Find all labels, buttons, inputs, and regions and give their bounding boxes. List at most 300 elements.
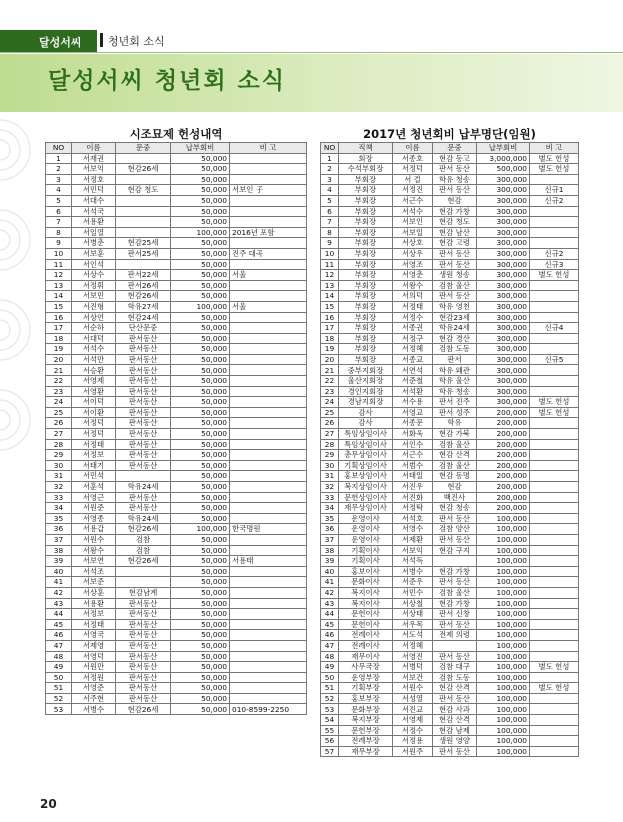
table-cell (530, 513, 579, 524)
table-cell (230, 577, 307, 588)
table-cell (116, 174, 171, 185)
table-cell: 서승환 (72, 365, 116, 376)
table-cell: 검참 도동 (433, 672, 477, 683)
table-cell (530, 524, 579, 535)
table-cell: 현감26세 (116, 164, 171, 175)
table-cell: 20 (321, 354, 339, 365)
table-row (321, 566, 579, 577)
col-header-name: 이름 (72, 143, 116, 154)
table-row (321, 672, 579, 683)
table-cell: 200,000 (477, 471, 530, 482)
member-table-title: 2017년 청년회비 납부명단(임원) (363, 127, 536, 141)
table-cell: 부회장 (339, 206, 393, 217)
table-cell: 서재권 (72, 153, 116, 164)
table-cell: 복지상임이사 (339, 482, 393, 493)
table-cell (230, 545, 307, 556)
table-cell: 6 (46, 206, 72, 217)
table-cell: 300,000 (477, 238, 530, 249)
table-cell: 서진화 (393, 492, 433, 503)
table-cell (530, 386, 579, 397)
table-cell: 36 (321, 524, 339, 535)
table-cell (230, 323, 307, 334)
table-cell: 현감 청도 (116, 185, 171, 196)
table-cell (530, 227, 579, 238)
table-cell: 별도 헌성 (530, 270, 579, 281)
table-cell: 서병덕 (393, 662, 433, 673)
table-cell: 부회장 (339, 259, 393, 270)
table-cell: 300,000 (477, 397, 530, 408)
table-cell: 판서동산 (116, 354, 171, 365)
table-cell: 50,000 (171, 397, 230, 408)
table-cell: 서정용 (393, 736, 433, 747)
table-cell: 판서동산 (116, 630, 171, 641)
table-cell: 100,000 (477, 630, 530, 641)
table-cell: 판서 동산 (433, 746, 477, 757)
table-row (321, 418, 579, 429)
table-row (321, 291, 579, 302)
page-title: 달성서씨 청년회 소식 (48, 68, 286, 94)
table-cell: 50,000 (171, 439, 230, 450)
table-cell: 부회장 (339, 354, 393, 365)
table-cell (230, 386, 307, 397)
table-cell: 100,000 (477, 725, 530, 736)
table-cell: 300,000 (477, 217, 530, 228)
table-row (46, 386, 307, 397)
table-cell: 37 (321, 534, 339, 545)
table-cell: 서영교 (393, 407, 433, 418)
table-cell: 서용환 (72, 217, 116, 228)
table-cell (230, 693, 307, 704)
table-cell (530, 482, 579, 493)
table-cell: 판서 신창 (433, 609, 477, 620)
table-cell: 판서26세 (116, 280, 171, 291)
table-cell: 판서동산 (116, 429, 171, 440)
table-row (321, 556, 579, 567)
table-cell: 2 (321, 164, 339, 175)
table-cell: 서왕수 (393, 280, 433, 291)
table-cell: 100,000 (477, 619, 530, 630)
table-cell: 서대수 (72, 195, 116, 206)
table-cell: 복지이사 (339, 587, 393, 598)
table-cell: 52 (46, 693, 72, 704)
table-cell (530, 640, 579, 651)
table-cell: 50,000 (171, 587, 230, 598)
table-row (46, 524, 307, 535)
table-cell: 서정태 (72, 439, 116, 450)
table-cell: 감사 (339, 407, 393, 418)
table-cell: 50,000 (171, 704, 230, 715)
table-cell: 판서동산 (116, 386, 171, 397)
table-cell: 25 (321, 407, 339, 418)
table-row (46, 619, 307, 630)
table-cell: 진주 대곡 (230, 248, 307, 259)
table-cell: 서태일 (393, 471, 433, 482)
table-cell: 서보민 (72, 291, 116, 302)
table-row (321, 598, 579, 609)
table-cell: 학유 청송 (433, 174, 477, 185)
table-cell: 판서22세 (116, 270, 171, 281)
table-cell: 부회장 (339, 195, 393, 206)
table-cell: 검참 (116, 545, 171, 556)
table-cell: 부회장 (339, 312, 393, 323)
table-cell: 학유 울산 (433, 376, 477, 387)
table-cell: 서상수 (72, 270, 116, 281)
table-cell: 복지부장 (339, 715, 393, 726)
table-cell: 판서동산 (116, 619, 171, 630)
table-cell: 500,000 (477, 164, 530, 175)
table-row (321, 746, 579, 757)
table-cell: 50,000 (171, 492, 230, 503)
table-cell: 15 (321, 301, 339, 312)
table-cell: 현감 동고 (433, 153, 477, 164)
donation-table-section (45, 127, 307, 715)
table-row (321, 725, 579, 736)
col-header-note: 비 고 (530, 143, 579, 154)
table-row (321, 662, 579, 673)
table-cell: 23 (321, 386, 339, 397)
table-cell (230, 619, 307, 630)
table-cell: 100,000 (171, 301, 230, 312)
table-cell: 35 (321, 513, 339, 524)
table-row (321, 164, 579, 175)
table-cell: 서진형 (72, 301, 116, 312)
table-row (46, 185, 307, 196)
table-row (321, 715, 579, 726)
table-cell: 수석부회장 (339, 164, 393, 175)
table-cell (530, 174, 579, 185)
table-row (46, 503, 307, 514)
table-cell (116, 195, 171, 206)
table-row (321, 460, 579, 471)
table-cell: 판서 (433, 354, 477, 365)
table-cell: 50,000 (171, 354, 230, 365)
table-cell (530, 312, 579, 323)
table-cell: 생원 청송 (433, 270, 477, 281)
table-cell: 서인수 (393, 439, 433, 450)
table-cell: 서종권 (393, 323, 433, 334)
table-row (321, 429, 579, 440)
table-cell: 29 (46, 450, 72, 461)
table-cell: 홍보부장 (339, 693, 393, 704)
table-cell: 신규3 (530, 259, 579, 270)
table-cell: 경인지회장 (339, 386, 393, 397)
table-cell: 운영이사 (339, 524, 393, 535)
table-cell (530, 587, 579, 598)
table-cell: 전제 의령 (433, 630, 477, 641)
table-cell: 부회장 (339, 344, 393, 355)
table-cell: 서 걸 (393, 174, 433, 185)
table-cell: 신규4 (530, 323, 579, 334)
table-row (321, 534, 579, 545)
table-cell: 27 (321, 429, 339, 440)
table-cell: 판서동산 (116, 503, 171, 514)
table-cell (230, 630, 307, 641)
table-cell: 서울 (230, 301, 307, 312)
table-cell: 서민덕 (72, 185, 116, 196)
table-cell (530, 439, 579, 450)
table-row (46, 174, 307, 185)
table-cell: 서상훈 (72, 587, 116, 598)
table-cell (530, 280, 579, 291)
table-cell: 서석수 (393, 206, 433, 217)
table-cell: 판서동산 (116, 365, 171, 376)
table-cell (530, 704, 579, 715)
table-row (321, 333, 579, 344)
table-cell: 100,000 (477, 662, 530, 673)
table-cell: 별도 헌성 (530, 397, 579, 408)
table-cell: 서정호 (72, 174, 116, 185)
table-row (321, 587, 579, 598)
table-cell: 100,000 (171, 227, 230, 238)
table-cell: 300,000 (477, 365, 530, 376)
table-cell: 300,000 (477, 344, 530, 355)
table-cell: 서정수 (393, 312, 433, 323)
table-cell (530, 217, 579, 228)
member-table-section (320, 127, 579, 757)
table-row (321, 259, 579, 270)
table-cell: 서도석 (393, 630, 433, 641)
table-cell: 판서 동산 (433, 619, 477, 630)
table-cell: 판서 동산 (433, 259, 477, 270)
table-cell: 서정덕 (72, 418, 116, 429)
table-cell: 서정보 (72, 609, 116, 620)
table-cell: 100,000 (477, 598, 530, 609)
table-row (46, 312, 307, 323)
table-row (46, 227, 307, 238)
table-cell: 서병춘 (72, 238, 116, 249)
table-cell: 서일열 (72, 227, 116, 238)
table-cell: 판서동산 (116, 662, 171, 673)
table-cell (433, 556, 477, 567)
table-row (321, 640, 579, 651)
table-cell: 판서 성주 (433, 407, 477, 418)
table-cell (230, 566, 307, 577)
col-header-no: NO (46, 143, 72, 154)
table-cell: 50,000 (171, 333, 230, 344)
table-cell: 서보훈 (72, 248, 116, 259)
table-cell: 현감 가북 (433, 429, 477, 440)
table-cell (530, 725, 579, 736)
table-cell: 재무상임이사 (339, 503, 393, 514)
col-header-position: 직책 (339, 143, 393, 154)
table-cell: 총무상임이사 (339, 450, 393, 461)
table-cell: 300,000 (477, 259, 530, 270)
table-cell: 10 (321, 248, 339, 259)
table-cell: 40 (321, 566, 339, 577)
table-cell: 현감 경산 (433, 333, 477, 344)
table-cell (230, 598, 307, 609)
table-row (46, 545, 307, 556)
table-cell: 판서 동산 (433, 693, 477, 704)
table-cell (530, 450, 579, 461)
table-cell: 50 (46, 672, 72, 683)
table-cell: 50,000 (171, 270, 230, 281)
table-cell: 13 (321, 280, 339, 291)
table-cell: 100,000 (477, 746, 530, 757)
table-cell: 판서동산 (116, 418, 171, 429)
table-cell: 17 (321, 323, 339, 334)
table-row (321, 450, 579, 461)
table-cell: 별도 헌성 (530, 683, 579, 694)
table-cell (530, 566, 579, 577)
table-cell: 5 (46, 195, 72, 206)
table-cell: 54 (321, 715, 339, 726)
table-cell: 현감24세 (116, 312, 171, 323)
table-cell: 운영이사 (339, 534, 393, 545)
table-cell: 현감 산격 (433, 683, 477, 694)
table-cell: 100,000 (477, 566, 530, 577)
table-cell: 학유24세 (116, 482, 171, 493)
table-cell: 서석호 (393, 513, 433, 524)
table-row (321, 386, 579, 397)
table-row (321, 344, 579, 355)
table-cell: 서진교 (393, 704, 433, 715)
table-row (46, 630, 307, 641)
table-cell: 38 (321, 545, 339, 556)
table-cell: 서의덕 (393, 291, 433, 302)
table-cell (530, 344, 579, 355)
table-cell (230, 280, 307, 291)
table-cell: 서준우 (393, 577, 433, 588)
col-header-name: 이름 (393, 143, 433, 154)
table-row (46, 471, 307, 482)
table-cell: 17 (46, 323, 72, 334)
table-cell: 문헌상임이사 (339, 492, 393, 503)
table-cell: 3 (46, 174, 72, 185)
table-cell: 43 (321, 598, 339, 609)
table-row (321, 301, 579, 312)
table-cell: 문헌이사 (339, 609, 393, 620)
table-row (321, 482, 579, 493)
table-cell: 판서동산 (116, 450, 171, 461)
table-cell: 서병수 (72, 704, 116, 715)
table-cell: 50 (321, 672, 339, 683)
table-cell (530, 651, 579, 662)
table-cell: 서수용 (393, 397, 433, 408)
table-cell (230, 153, 307, 164)
table-cell: 서원준 (72, 503, 116, 514)
table-cell (530, 503, 579, 514)
table-cell (230, 662, 307, 673)
table-cell (230, 587, 307, 598)
table-cell: 판서동산 (116, 672, 171, 683)
table-cell: 50,000 (171, 153, 230, 164)
table-cell: 50,000 (171, 164, 230, 175)
table-cell: 서보인 (393, 217, 433, 228)
table-row (46, 164, 307, 175)
table-cell (230, 195, 307, 206)
table-cell: 200,000 (477, 460, 530, 471)
table-cell: 50,000 (171, 482, 230, 493)
table-cell: 학유 (433, 418, 477, 429)
table-cell: 현감 청송 (433, 503, 477, 514)
section-label: 청년회 소식 (108, 35, 165, 48)
table-row (46, 280, 307, 291)
table-cell: 2016년 포함 (230, 227, 307, 238)
table-cell: 기획이사 (339, 556, 393, 567)
table-row (46, 291, 307, 302)
table-cell: 검참 울산 (433, 460, 477, 471)
table-cell: 19 (321, 344, 339, 355)
table-cell: 50,000 (171, 376, 230, 387)
table-cell: 50,000 (171, 693, 230, 704)
table-cell (116, 259, 171, 270)
table-cell: 판서동산 (116, 651, 171, 662)
table-cell (530, 534, 579, 545)
table-cell: 서정진 (393, 185, 433, 196)
table-cell: 200,000 (477, 407, 530, 418)
table-cell: 부회장 (339, 270, 393, 281)
table-row (321, 545, 579, 556)
table-cell: 200,000 (477, 492, 530, 503)
table-cell: 서석국 (72, 206, 116, 217)
table-cell: 서석환 (393, 386, 433, 397)
table-cell: 서원수 (72, 534, 116, 545)
table-cell (230, 460, 307, 471)
table-cell: 서보건 (393, 672, 433, 683)
donation-table (45, 142, 307, 715)
table-cell: 판서 동산 (433, 185, 477, 196)
table-cell: 판서동산 (116, 640, 171, 651)
table-cell: 8 (321, 227, 339, 238)
header-tab-label: 달성서씨 (39, 36, 82, 49)
table-cell: 16 (321, 312, 339, 323)
table-cell: 100,000 (477, 545, 530, 556)
table-row (321, 227, 579, 238)
table-cell: 학유24세 (433, 323, 477, 334)
table-cell: 현감 산격 (433, 450, 477, 461)
table-row (321, 354, 579, 365)
table-cell (530, 301, 579, 312)
table-cell: 서병수 (393, 566, 433, 577)
table-cell: 현감26세 (116, 704, 171, 715)
table-row (321, 153, 579, 164)
table-row (46, 217, 307, 228)
table-cell: 4 (321, 185, 339, 196)
table-cell: 서영제 (393, 715, 433, 726)
table-cell: 47 (321, 640, 339, 651)
table-cell: 200,000 (477, 418, 530, 429)
table-cell (530, 418, 579, 429)
table-cell: 서석득 (393, 556, 433, 567)
table-cell: 42 (46, 587, 72, 598)
table-cell: 서영조 (393, 259, 433, 270)
table-cell: 31 (321, 471, 339, 482)
table-cell: 별도 헌성 (530, 407, 579, 418)
table-cell: 서상호 (393, 238, 433, 249)
table-cell: 현감26세 (116, 556, 171, 567)
table-cell: 서영수 (393, 524, 433, 535)
table-cell (230, 206, 307, 217)
table-cell: 서석조 (72, 566, 116, 577)
table-cell: 50,000 (171, 312, 230, 323)
table-cell: 40 (46, 566, 72, 577)
table-cell: 11 (46, 259, 72, 270)
table-cell: 서성열 (393, 693, 433, 704)
table-row (46, 704, 307, 715)
table-cell: 서석만 (72, 354, 116, 365)
table-cell: 22 (46, 376, 72, 387)
table-cell: 서상태 (393, 609, 433, 620)
table-cell: 서영종 (72, 513, 116, 524)
table-cell: 50,000 (171, 185, 230, 196)
table-cell: 5 (321, 195, 339, 206)
col-header-fee: 납부회비 (171, 143, 230, 154)
table-cell: 300,000 (477, 323, 530, 334)
table-row (46, 301, 307, 312)
table-row (46, 482, 307, 493)
table-cell: 50,000 (171, 619, 230, 630)
